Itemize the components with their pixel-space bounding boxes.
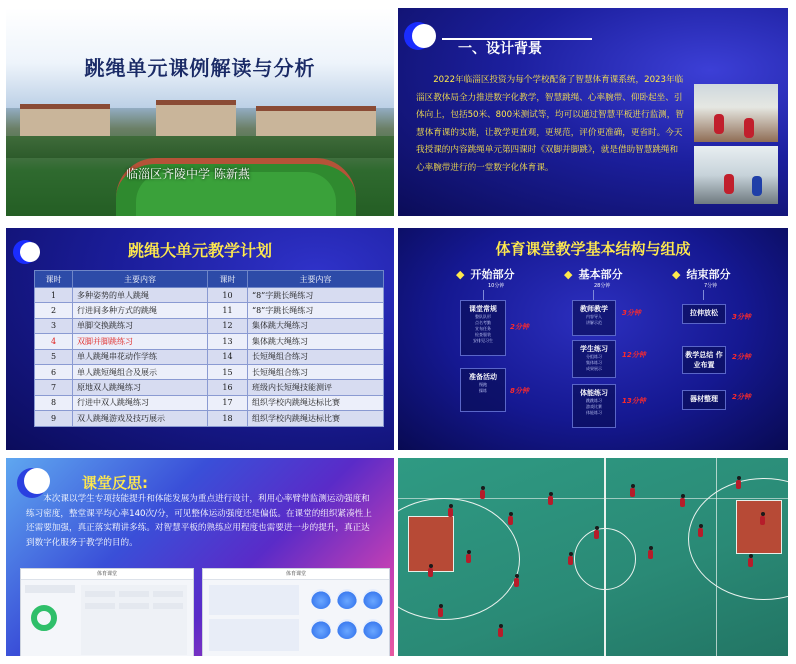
photo-students-jumping — [694, 84, 778, 142]
screenshot-titlebar: 体育课堂 — [21, 569, 193, 580]
lesson-content-cell: 双人跳绳游戏及技巧展示 — [73, 411, 208, 426]
slide-class-structure[interactable] — [398, 228, 788, 450]
header-lesson: 课时 — [35, 271, 73, 288]
tree-line — [6, 136, 394, 158]
screenshot-cell — [153, 591, 183, 597]
student-figure — [466, 554, 471, 563]
lesson-content-cell: 组织学校内跳绳达标比赛 — [248, 411, 384, 426]
lesson-number-cell: 14 — [208, 349, 248, 364]
lesson-number-cell: 4 — [35, 334, 73, 349]
duration-main: 28分钟 — [594, 283, 611, 289]
student-figure — [698, 528, 703, 537]
lesson-content-cell: 长短绳组合练习 — [248, 364, 384, 379]
table-row — [35, 288, 384, 303]
student-figure — [548, 496, 553, 505]
student-figure — [748, 558, 753, 567]
tablet-screenshot-left — [20, 568, 194, 656]
time-stretch: 3分钟 — [732, 313, 751, 321]
lesson-content-cell: 组织学校内跳绳达标比赛 — [248, 395, 384, 410]
table-row — [35, 349, 384, 364]
cover-subtitle: 临淄区齐陵中学 陈新燕 — [126, 167, 250, 181]
diamond-icon: ◆ — [564, 268, 573, 281]
duration-end: 7分钟 — [704, 283, 718, 289]
slide-reflection[interactable] — [6, 458, 394, 656]
lesson-content-cell: 行进间多种方式的跳绳 — [73, 303, 208, 318]
lesson-number-cell: 7 — [35, 380, 73, 395]
section-end: ◆ 结束部分 — [672, 268, 731, 281]
header-content: 主要内容 — [248, 271, 384, 288]
gauge-icon — [337, 589, 357, 609]
screenshot-cell — [119, 591, 149, 597]
section-main: ◆ 基本部分 — [564, 268, 623, 281]
lesson-content-cell: 原地双人跳绳练习 — [73, 380, 208, 395]
lesson-content-cell: 单人跳绳串花动作学练 — [73, 349, 208, 364]
gauge-icon — [363, 619, 383, 639]
gauge-icon — [337, 619, 357, 639]
student-figure — [744, 118, 754, 138]
box-equipment: 器材整理 — [682, 390, 726, 410]
circle-decoration-icon — [24, 468, 50, 494]
building-roof — [20, 104, 110, 109]
lesson-number-cell: 18 — [208, 411, 248, 426]
screenshot-cell — [153, 603, 183, 609]
lesson-number-cell: 9 — [35, 411, 73, 426]
student-figure — [752, 176, 762, 196]
student-figure — [724, 174, 734, 194]
building-roof — [156, 100, 236, 105]
table-row — [35, 395, 384, 410]
time-warmup: 8分钟 — [510, 387, 529, 395]
lesson-number-cell: 13 — [208, 334, 248, 349]
lesson-content-cell: 长短绳组合练习 — [248, 349, 384, 364]
box-routine: 课堂常规 整队队形 点名考勤 宣布任务 检查服装 安排见习生 — [460, 300, 506, 356]
box-stretch: 拉伸放松 — [682, 304, 726, 324]
lesson-number-cell: 2 — [35, 303, 73, 318]
header-lesson: 课时 — [208, 271, 248, 288]
lesson-content-cell: “8”字跳长绳练习 — [248, 303, 384, 318]
lesson-content-cell: 集体跳大绳练习 — [248, 334, 384, 349]
lesson-content-cell: “8”字跳长绳练习 — [248, 288, 384, 303]
table-row — [35, 411, 384, 426]
diamond-icon: ◆ — [456, 268, 465, 281]
box-summary: 教学总结 作业布置 — [682, 346, 726, 374]
lesson-number-cell: 3 — [35, 318, 73, 333]
donut-chart-icon — [31, 605, 57, 631]
gauge-icon — [311, 619, 331, 639]
box-teacher-teaching: 教师教学 内容导入 讲解示范 — [572, 300, 616, 336]
lesson-number-cell: 10 — [208, 288, 248, 303]
student-figure — [648, 550, 653, 559]
cover-title: 跳绳单元课例解读与分析 — [84, 56, 316, 80]
screenshot-titlebar: 体育课堂 — [203, 569, 389, 580]
lesson-number-cell: 5 — [35, 349, 73, 364]
lesson-content-cell: 班级内长短绳技能测评 — [248, 380, 384, 395]
connector-line — [703, 290, 704, 300]
screenshot-cell — [119, 603, 149, 609]
student-figure — [568, 556, 573, 565]
time-practice: 12分钟 — [622, 351, 646, 359]
student-figure — [498, 628, 503, 637]
slide-cover[interactable] — [6, 8, 394, 216]
section-heading: 一、设计背景 — [458, 41, 542, 57]
gauge-icon — [363, 589, 383, 609]
screenshot-cell — [25, 585, 75, 593]
student-figure — [714, 114, 724, 134]
school-building — [20, 108, 110, 138]
screenshot-stats — [209, 585, 299, 615]
lesson-number-cell: 6 — [35, 364, 73, 379]
building-roof — [256, 106, 376, 111]
screenshot-cell — [85, 603, 115, 609]
lesson-content-cell: 单脚交换跳练习 — [73, 318, 208, 333]
time-equipment: 2分钟 — [732, 393, 751, 401]
student-figure — [630, 488, 635, 497]
student-figure — [760, 516, 765, 525]
table-header-row — [35, 271, 384, 288]
connector-line — [593, 290, 594, 300]
connector-line — [483, 290, 484, 300]
school-building — [256, 110, 376, 138]
student-figure — [508, 516, 513, 525]
photo-students-outdoor — [694, 146, 778, 204]
duration-start: 10分钟 — [488, 283, 505, 289]
section-body: 2022年临淄区投资为每个学校配备了智慧体育课系统，2023年临淄区教体局全力推进数字化教学，智慧跳绳、心率腕带、仰卧起坐、引体向上，包括50米、800米测试等，均可以通过智慧平板进行监测，智慧体育课的实施，让教学更直观，更规范，评价更准确，更省时。今天我授课的内容跳绳单元第四课时《双脚并脚跳》，就是借助智慧跳绳和心率腕带进行的一堂数字化体育课。 — [416, 75, 684, 173]
lesson-number-cell: 16 — [208, 380, 248, 395]
time-routine: 2分钟 — [510, 323, 529, 331]
student-figure — [514, 578, 519, 587]
structure-title: 体育课堂教学基本结构与组成 — [495, 240, 691, 258]
diamond-icon: ◆ — [672, 268, 681, 281]
lesson-number-cell: 11 — [208, 303, 248, 318]
section-start: ◆ 开始部分 — [456, 268, 515, 281]
student-figure — [438, 608, 443, 617]
student-figure — [680, 498, 685, 507]
screenshot-cell — [85, 591, 115, 597]
time-summary: 2分钟 — [732, 353, 751, 361]
student-figure — [428, 568, 433, 577]
lesson-content-cell: 单人跳短绳组合及展示 — [73, 364, 208, 379]
reflection-title: 课堂反思: — [82, 474, 148, 492]
lesson-number-cell: 1 — [35, 288, 73, 303]
time-teaching: 3分钟 — [622, 309, 641, 317]
lesson-content-cell: 集体跳大绳练习 — [248, 318, 384, 333]
court-line — [716, 458, 717, 656]
header-content: 主要内容 — [73, 271, 208, 288]
box-student-practice: 学生练习 分组练习 集体练习 成果展示 — [572, 340, 616, 378]
lesson-content-cell: 行进中双人跳绳练习 — [73, 395, 208, 410]
tablet-screenshot-right — [202, 568, 390, 656]
slide-aerial-court-photo[interactable] — [398, 458, 788, 656]
time-fitness: 13分钟 — [622, 397, 646, 405]
table-row — [35, 334, 384, 349]
plan-title: 跳绳大单元教学计划 — [127, 241, 272, 260]
student-figure — [480, 490, 485, 499]
lesson-number-cell: 12 — [208, 318, 248, 333]
slide-design-background[interactable] — [398, 8, 788, 216]
center-circle — [574, 528, 636, 590]
plan-table — [34, 270, 384, 427]
lesson-number-cell: 15 — [208, 364, 248, 379]
lesson-content-cell: 多种姿势的单人跳绳 — [73, 288, 208, 303]
table-row — [35, 318, 384, 333]
gauge-icon — [311, 589, 331, 609]
lesson-number-cell: 8 — [35, 395, 73, 410]
box-warmup: 准备活动 慢跑 操练 — [460, 368, 506, 412]
box-fitness: 体能练习 跳跳练习 游戏比赛 体能练习 — [572, 384, 616, 428]
screenshot-stats — [209, 619, 299, 651]
slide-teaching-plan[interactable] — [6, 228, 394, 450]
table-row — [35, 303, 384, 318]
table-row — [35, 380, 384, 395]
student-figure — [736, 480, 741, 489]
school-building — [156, 104, 236, 138]
reflection-body: 本次课以学生专项技能提升和体能发展为重点进行设计，利用心率臂带监测运动强度和练习密度，整堂课平均心率140次/分，可见整体运动强度还是偏低。在课堂的组织紧凑性上还需要加强，真正落实精讲多练。对智慧平板的熟练应用程度也需要进一步的提升，真正达到数字化服务于教学的目的。 — [26, 494, 372, 548]
student-figure — [448, 508, 453, 517]
lesson-content-cell: 双脚并脚跳练习 — [73, 334, 208, 349]
table-row — [35, 364, 384, 379]
lesson-number-cell: 17 — [208, 395, 248, 410]
circle-decoration-icon — [412, 24, 436, 48]
student-figure — [594, 530, 599, 539]
